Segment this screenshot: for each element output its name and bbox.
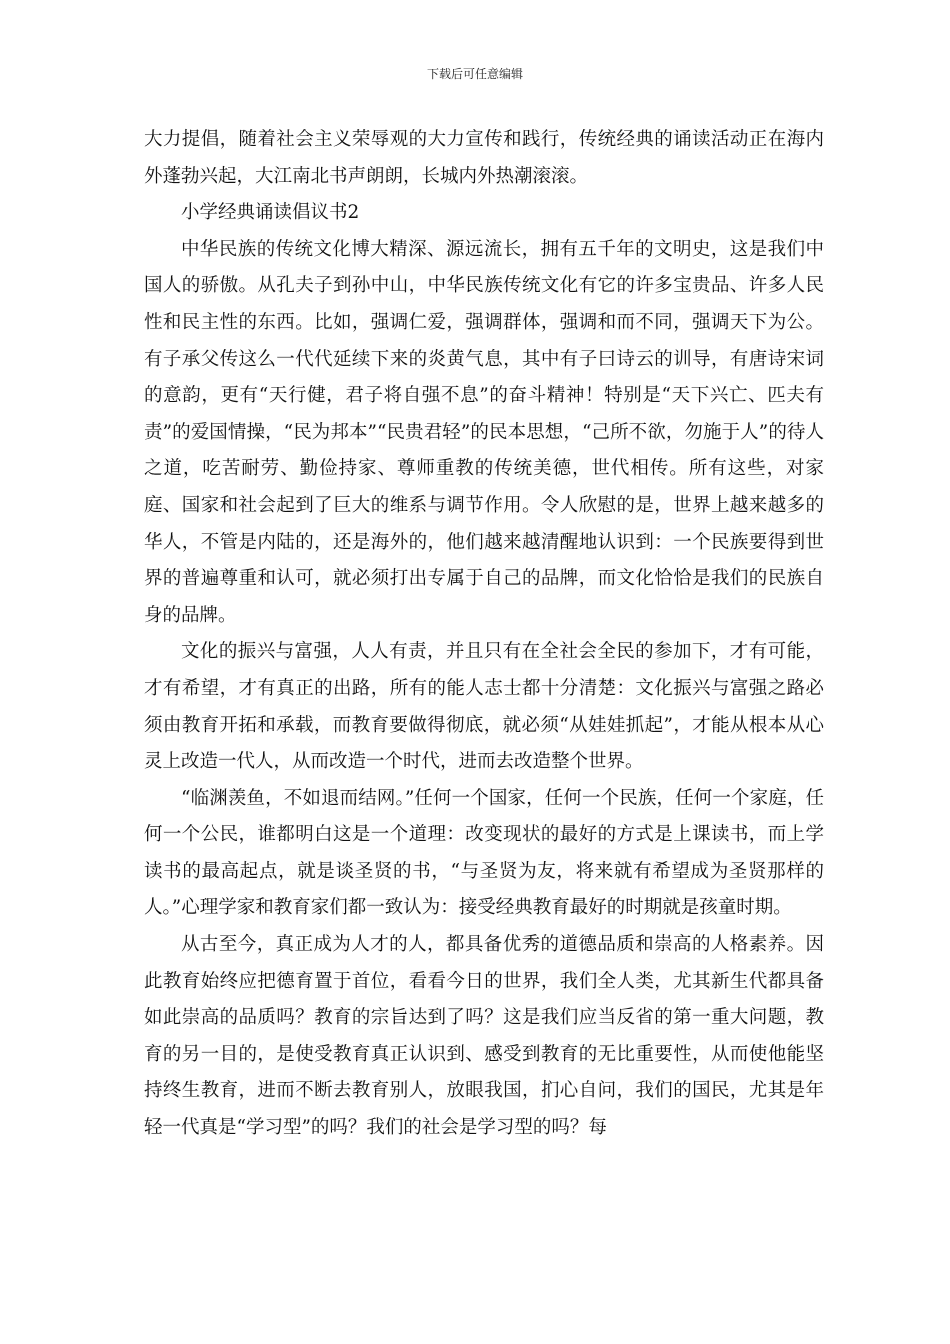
document-body (144, 122, 824, 1147)
page-header: 下载后可任意编辑 (426, 67, 523, 81)
paragraph-moral-education: 从古至今，真正成为人才的人，都具备优秀的道德品质和崇高的人格素养。因此教育始终应把德育置于首位，看看今日的世界，我们全人类，尤其新生代都具备如此崇高的品质吗？教育的宗旨达到了吗？这是我们应当反省的第一重大问题，教育的另一目的，是使受教育真正认识到、感受到教育的无比重要性，从而使他能坚持终生教育，进而不断去教育别人，放眼我国，扪心自问，我们的国民，尤其是年轻一代真是“学习型”的吗？我们的社会是学习型的吗？每 (144, 934, 824, 1139)
paragraph-continued: 大力提倡，随着社会主义荣辱观的大力宣传和践行，传统经典的诵读活动正在海内外蓬勃兴起，大江南北书声朗朗，长城内外热潮滚滚。 (144, 129, 824, 187)
paragraph-culture-heritage: 中华民族的传统文化博大精深、源远流长，拥有五千年的文明史，这是我们中国人的骄傲。从孔夫子到孙中山，中华民族传统文化有它的许多宝贵品、许多人民性和民主性的东西。比如，强调仁爱，强调群体，强调和而不同，强调天下为公。有子承父传这么一代代延续下来的炎黄气息，其中有子曰诗云的训导，有唐诗宋词的意韵，更有“天行健，君子将自强不息”的奋斗精神！特别是“天下兴亡、匹夫有责”的爱国情操，“民为邦本”“民贵君轻”的民本思想，“己所不欲，勿施于人”的待人之道，吃苦耐劳、勤俭持家、尊师重教的传统美德，世代相传。所有这些，对家庭、国家和社会起到了巨大的维系与调节作用。令人欣慰的是，世界上越来越多的华人，不管是内陆的，还是海外的，他们越来越清醒地认识到：一个民族要得到世界的普遍尊重和认可，就必须打出专属于自己的品牌，而文化恰恰是我们的民族自身的品牌。 (144, 238, 824, 626)
paragraph-cultural-revival: 文化的振兴与富强，人人有责，并且只有在全社会全民的参加下，才有可能，才有希望，才有真正的出路，所有的能人志士都十分清楚：文化振兴与富强之路必须由教育开拓和承载，而教育要做得彻底，就必须“从娃娃抓起”，才能从根本从心灵上改造一代人，从而改造一个时代，进而去改造整个世界。 (144, 641, 824, 773)
paragraph-classic-education: “临渊羡鱼，不如退而结网。”任何一个国家，任何一个民族，任何一个家庭，任何一个公民，谁都明白这是一个道理：改变现状的最好的方式是上课读书，而上学读书的最高起点，就是谈圣贤的书，“与圣贤为友，将来就有希望成为圣贤那样的人。”心理学家和教育家们都一致认为：接受经典教育最好的时期就是孩童时期。 (144, 787, 824, 919)
section-title: 小学经典诵读倡议书2 (181, 202, 360, 224)
